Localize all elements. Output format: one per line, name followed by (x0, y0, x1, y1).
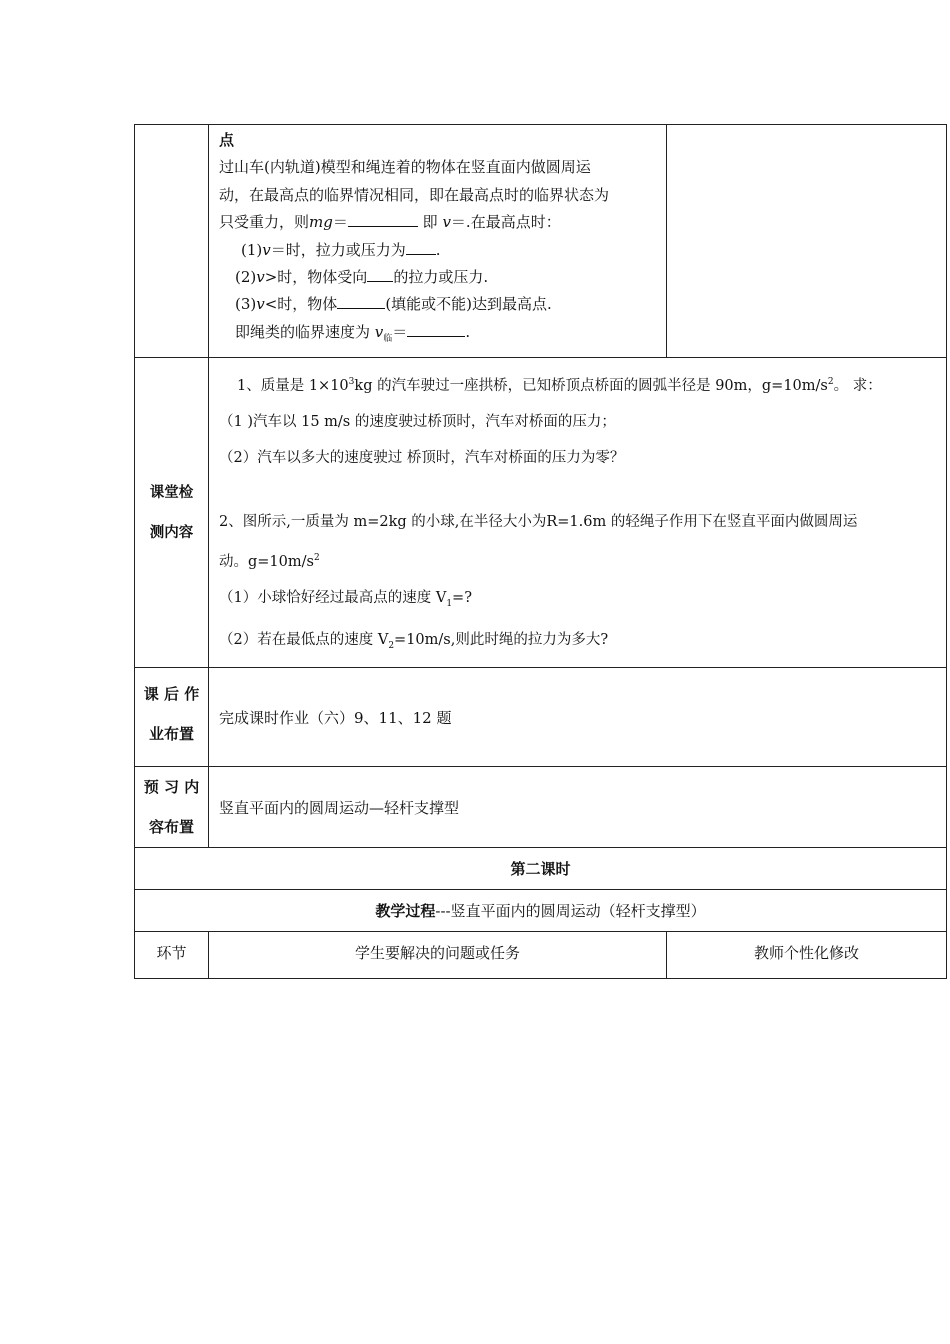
header-stage: 环节 (135, 932, 209, 979)
item-1 (219, 237, 660, 264)
lesson-plan-table (134, 124, 947, 979)
header-teacher-edit: 教师个性化修改 (667, 932, 947, 979)
row-homework (135, 668, 947, 767)
superscript: 2 (313, 552, 320, 563)
text-line: 过山车(内轨道)模型和绳连着的物体在竖直面内做圆周运 (219, 158, 591, 177)
critical-speed-line (219, 319, 660, 353)
row-second-lesson (135, 848, 947, 890)
text-fragment: 即绳类的临界速度为 (235, 322, 371, 341)
row2-label-cell (135, 358, 209, 668)
label-line: 预 习 内 (143, 778, 200, 797)
fill-blank (337, 292, 385, 309)
text-line: 动，在最高点的临界情况相同，即在最高点时的临界状态为 (219, 185, 610, 204)
subscript: 1 (446, 598, 453, 609)
row1-label-cell (135, 125, 209, 358)
preview-text: 竖直平面内的圆周运动—轻杆支撑型 (209, 767, 947, 848)
symbol-v: v (262, 240, 271, 259)
item-number: (2) (235, 268, 257, 287)
text-fragment: 1、质量是 1×10 (237, 377, 349, 394)
symbol-v: v (442, 213, 451, 232)
fill-blank (388, 210, 418, 227)
text-fragment: <时，物体 (264, 295, 338, 314)
fill-blank (367, 265, 393, 282)
teaching-process-title (135, 890, 947, 932)
text-fragment: （1）小球恰好经过最高点的速度 V (219, 589, 447, 606)
row1-content-cell (209, 125, 667, 358)
question-2a (219, 580, 940, 622)
row-preview (135, 767, 947, 848)
text-fragment: ＝时，拉力或压力为 (270, 240, 406, 259)
row4-label-cell (135, 767, 209, 848)
symbol-v: v (256, 268, 265, 287)
text-fragment: . (435, 240, 441, 259)
question-1a: （1 )汽车以 15 m/s 的速度驶过桥顶时，汽车对桥面的压力； (219, 413, 616, 430)
title-bold: 教学过程 (375, 902, 436, 921)
item-3 (219, 291, 660, 318)
symbol-mg: mg (309, 213, 333, 232)
row2-content-cell (209, 358, 947, 668)
superscript: 3 (348, 377, 355, 387)
text-fragment: 。 求： (833, 377, 882, 394)
item-number: (1) (241, 240, 263, 259)
question-1 (219, 364, 940, 404)
spacer (219, 476, 940, 504)
text-fragment: 的拉力或压力. (393, 268, 489, 287)
header-task: 学生要解决的问题或任务 (209, 932, 667, 979)
question-1b: （2）汽车以多大的速度驶过 桥顶时，汽车对桥面的压力为零？ (219, 449, 625, 466)
label-line: 课堂检 (149, 484, 194, 501)
text-fragment: . (465, 322, 471, 341)
fill-blank (407, 320, 465, 337)
text-fragment: =10m/s,则此时绳的拉力为多大? (394, 631, 609, 648)
text-fragment: 动。g=10m/s (219, 553, 314, 570)
item-number: (3) (235, 295, 257, 314)
symbol-v: v (256, 295, 265, 314)
row-classroom-test (135, 358, 947, 668)
text-fragment: (填能或不能)达到最高点. (385, 295, 552, 314)
label-line: 容布置 (148, 818, 194, 837)
fill-blank (348, 210, 388, 227)
text-fragment: kg 的汽车驶过一座拱桥，已知桥顶点桥面的圆弧半径是 90m，g=10m/s (354, 377, 828, 394)
row1-teacher-cell (667, 125, 947, 358)
row3-label-cell (135, 668, 209, 767)
text-fragment: =? (452, 589, 472, 606)
item-2 (219, 264, 660, 291)
symbol-v: v (374, 322, 384, 341)
fill-blank (406, 238, 436, 255)
question-2: 2、图所示,一质量为 m=2kg 的小球,在半径大小为R=1.6m 的轻绳子作用下在竖直平面内做圆周运 (219, 513, 858, 530)
row-teaching-process (135, 890, 947, 932)
label-line: 业布置 (148, 725, 194, 744)
superscript: 2 (827, 377, 834, 387)
label-line: 课 后 作 (143, 685, 200, 704)
question-2b (219, 622, 940, 664)
section-heading: 点 (219, 131, 235, 149)
subscript: 2 (388, 640, 395, 651)
text-fragment: ＝ (392, 322, 408, 341)
question-2-cont (219, 540, 940, 580)
title-rest: ---竖直平面内的圆周运动（轻杆支撑型） (435, 902, 706, 921)
second-lesson-title: 第二课时 (135, 848, 947, 890)
homework-text: 完成课时作业（六）9、11、12 题 (209, 668, 947, 767)
text-fragment: （2）若在最低点的速度 V (219, 631, 389, 648)
text-line-condition (219, 209, 660, 236)
row-critical-condition (135, 125, 947, 358)
row-column-headers (135, 932, 947, 979)
subscript: 临 (383, 333, 393, 344)
text-fragment: 只受重力，则 (219, 213, 310, 232)
text-fragment: ＝.在最高点时： (450, 213, 561, 232)
text-fragment: 即 (422, 213, 438, 232)
text-fragment: >时，物体受向 (264, 268, 368, 287)
text-fragment: ＝ (332, 213, 348, 232)
label-line: 测内容 (149, 524, 194, 541)
